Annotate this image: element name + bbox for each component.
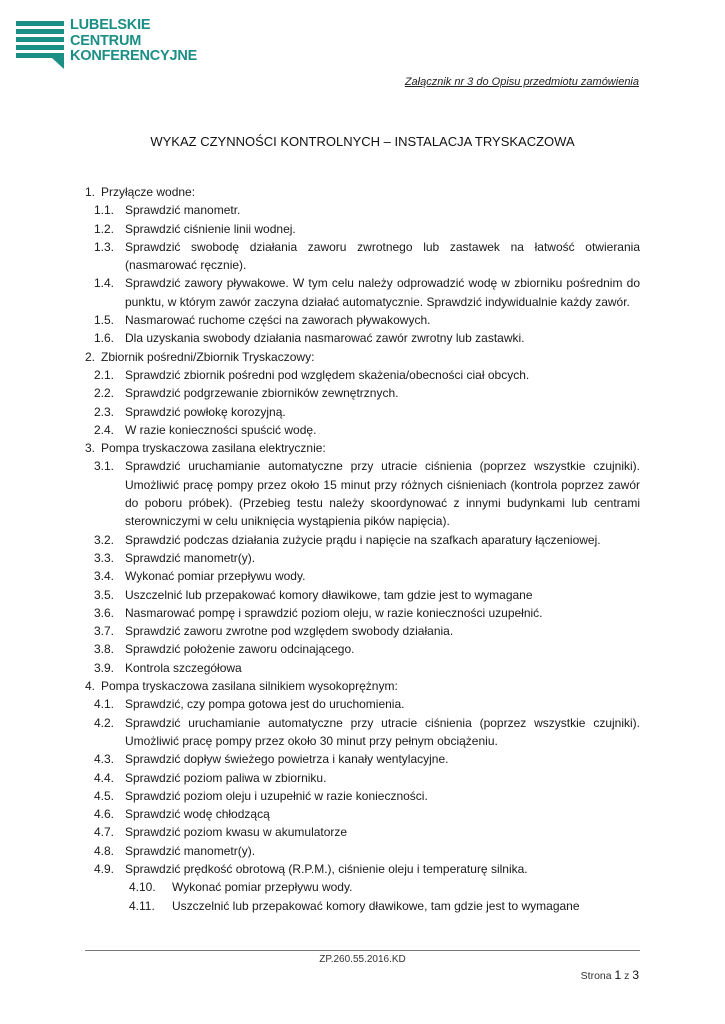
page-current: 1 [614, 968, 622, 982]
checklist-item [94, 659, 640, 677]
checklist-item [94, 586, 640, 604]
page-prefix: Strona [580, 970, 612, 982]
item-text: Sprawdzić, czy pompa gotowa jest do uruchomienia. [125, 697, 405, 712]
item-number: 3.6. [94, 605, 115, 620]
item-number: 3.4. [94, 569, 115, 584]
checklist-item [94, 567, 640, 585]
checklist-item [94, 403, 640, 421]
checklist-item [94, 769, 640, 787]
section-number: 4. [85, 679, 96, 694]
section-number: 3. [85, 441, 96, 456]
checklist-item [129, 878, 640, 896]
checklist-item [94, 860, 640, 878]
checklist-item [94, 457, 640, 530]
section-heading [85, 183, 640, 201]
item-text: Uszczelnić lub przepakować komory dławikowe, tam gdzie jest to wymagane [125, 587, 533, 602]
item-text: Sprawdzić ciśnienie linii wodnej. [125, 221, 296, 236]
checklist-item [94, 366, 640, 384]
item-text: Kontrola szczegółowa [125, 660, 242, 675]
item-number: 3.1. [94, 459, 115, 474]
item-number: 2.3. [94, 404, 115, 419]
item-text: Sprawdzić zaworu zwrotne pod względem swobody działania. [125, 624, 454, 639]
section-title: Przyłącze wodne: [101, 185, 196, 199]
item-text: Sprawdzić uruchamianie automatyczne przy utracie ciśnienia (poprzez wszystkie czujniki). Umożliwić pracę pompy przez około 30 minut przy pełnym obciążeniu. [125, 715, 640, 748]
logo [16, 18, 216, 70]
item-text: Wykonać pomiar przepływu wody. [125, 569, 306, 584]
section-number: 1. [85, 185, 96, 199]
logo-line: LUBELSKIE [70, 17, 151, 33]
item-number: 1.4. [94, 276, 115, 291]
item-text: Sprawdzić położenie zaworu odcinającego. [125, 642, 355, 657]
item-number: 4.1. [94, 697, 115, 712]
item-number: 4.8. [94, 843, 115, 858]
checklist-item [94, 842, 640, 860]
item-number: 3.5. [94, 587, 115, 602]
annex-note: Załącznik nr 3 do Opisu przedmiotu zamówienia [404, 76, 639, 88]
item-text: Sprawdzić wodę chłodzącą [125, 807, 270, 822]
item-text: Sprawdzić manometr(y). [125, 550, 256, 565]
checklist-item [94, 384, 640, 402]
checklist-item [94, 714, 640, 751]
item-number: 1.1. [94, 203, 115, 218]
checklist-item [94, 805, 640, 823]
item-text: Nasmarować pompę i sprawdzić poziom oleju, w razie konieczności uzupełnić. [125, 605, 543, 620]
item-number: 4.4. [94, 770, 115, 785]
section-heading [85, 439, 640, 457]
item-number: 4.2. [94, 715, 115, 730]
checklist-item [94, 274, 640, 311]
checklist-item [94, 750, 640, 768]
item-text: Uszczelnić lub przepakować komory dławikowe, tam gdzie jest to wymagane [172, 898, 580, 913]
item-number: 3.3. [94, 550, 115, 565]
checklist-item [94, 604, 640, 622]
item-text: Sprawdzić podgrzewanie zbiorników zewnętrznych. [125, 386, 399, 401]
item-number: 2.1. [94, 367, 115, 382]
item-text: W razie konieczności spuścić wodę. [125, 422, 317, 437]
logo-line: KONFERENCYJNE [70, 48, 198, 64]
item-text: Sprawdzić podczas działania zużycie prądu i napięcie na szafkach aparatury łączeniowej. [125, 532, 601, 547]
section-title: Pompa tryskaczowa zasilana elektrycznie: [101, 441, 326, 456]
checklist-item [94, 531, 640, 549]
item-number: 3.9. [94, 660, 115, 675]
item-text: Sprawdzić zbiornik pośredni pod względem skażenia/obecności ciał obcych. [125, 367, 530, 382]
section-heading [85, 348, 640, 366]
item-text: Sprawdzić poziom paliwa w zbiorniku. [125, 770, 327, 785]
item-number: 1.6. [94, 331, 115, 346]
item-text: Sprawdzić uruchamianie automatyczne przy utracie ciśnienia (poprzez wszystkie czujniki). Umożliwić pracę pompy przez około 15 minut przy różnych ciśnieniach (kontrola poprzez zawór do poboru próbek). (Przebieg testu należy skoordynować z innymi budynkami lub centrami sterowniczymi w celu uniknięcia wystąpienia pików napięcia). [125, 459, 640, 529]
item-text: Sprawdzić prędkość obrotową (R.P.M.), ciśnienie oleju i temperaturę silnika. [125, 861, 528, 876]
item-number: 3.7. [94, 624, 115, 639]
page-number [581, 968, 639, 982]
item-number: 4.5. [94, 788, 115, 803]
section-heading [85, 677, 640, 695]
item-number: 4.6. [94, 807, 115, 822]
page-title: WYKAZ CZYNNOŚCI KONTROLNYCH – INSTALACJA TRYSKACZOWA [150, 134, 575, 149]
item-number: 1.5. [94, 313, 115, 328]
item-number: 1.2. [94, 221, 115, 236]
document-code: ZP.260.55.2016.KD [319, 954, 406, 965]
item-text: Wykonać pomiar przepływu wody. [172, 880, 353, 895]
item-text: Sprawdzić zawory pływakowe. W tym celu należy odprowadzić wodę w zbiorniku pośrednim do punktu, w którym zawór zaczyna działać automatycznie. Sprawdzić indywidualnie każdy zawór. [125, 276, 640, 309]
item-text: Sprawdzić dopływ świeżego powietrza i kanały wentylacyjne. [125, 752, 449, 767]
checklist-item [94, 421, 640, 439]
checklist-item [94, 695, 640, 713]
checklist-item [94, 220, 640, 238]
item-number: 4.7. [94, 825, 115, 840]
checklist [85, 183, 640, 915]
section-title: Zbiornik pośredni/Zbiornik Tryskaczowy: [101, 349, 315, 364]
checklist-item [94, 201, 640, 219]
item-text: Nasmarować ruchome części na zaworach pływakowych. [125, 313, 431, 328]
item-text: Sprawdzić manometr(y). [125, 843, 256, 858]
logo-line: CENTRUM [70, 32, 142, 49]
logo-mark-icon [16, 21, 66, 69]
checklist-item [129, 897, 640, 915]
page-sep: z [624, 970, 630, 982]
item-number: 2.2. [94, 386, 115, 401]
logo-text [70, 18, 197, 65]
item-number: 4.9. [94, 861, 115, 876]
item-text: Sprawdzić poziom oleju i uzupełnić w razie konieczności. [125, 788, 428, 803]
checklist-item [94, 329, 640, 347]
checklist-item [94, 238, 640, 275]
item-number: 3.2. [94, 532, 115, 547]
footer-divider [85, 950, 640, 951]
checklist-item [94, 622, 640, 640]
item-number: 4.3. [94, 752, 115, 767]
item-text: Sprawdzić swobodę działania zaworu zwrotnego lub zastawek na łatwość otwierania (nasmarować ręcznie). [125, 239, 640, 273]
item-text: Sprawdzić manometr. [125, 203, 241, 218]
item-number: 1.3. [94, 239, 115, 254]
page-total: 3 [632, 968, 639, 982]
item-number: 4.11. [129, 898, 155, 913]
item-number: 4.10. [129, 880, 156, 895]
checklist-item [94, 311, 640, 329]
section-number: 2. [85, 349, 96, 364]
item-number: 2.4. [94, 422, 115, 437]
item-text: Sprawdzić powłokę korozyjną. [125, 404, 286, 419]
item-text: Sprawdzić poziom kwasu w akumulatorze [125, 825, 348, 840]
checklist-item [94, 549, 640, 567]
item-number: 3.8. [94, 642, 115, 657]
checklist-item [94, 640, 640, 658]
item-text: Dla uzyskania swobody działania nasmarować zawór zwrotny lub zastawki. [125, 331, 525, 346]
checklist-item [94, 787, 640, 805]
checklist-item [94, 823, 640, 841]
section-title: Pompa tryskaczowa zasilana silnikiem wysokoprężnym: [101, 679, 398, 694]
